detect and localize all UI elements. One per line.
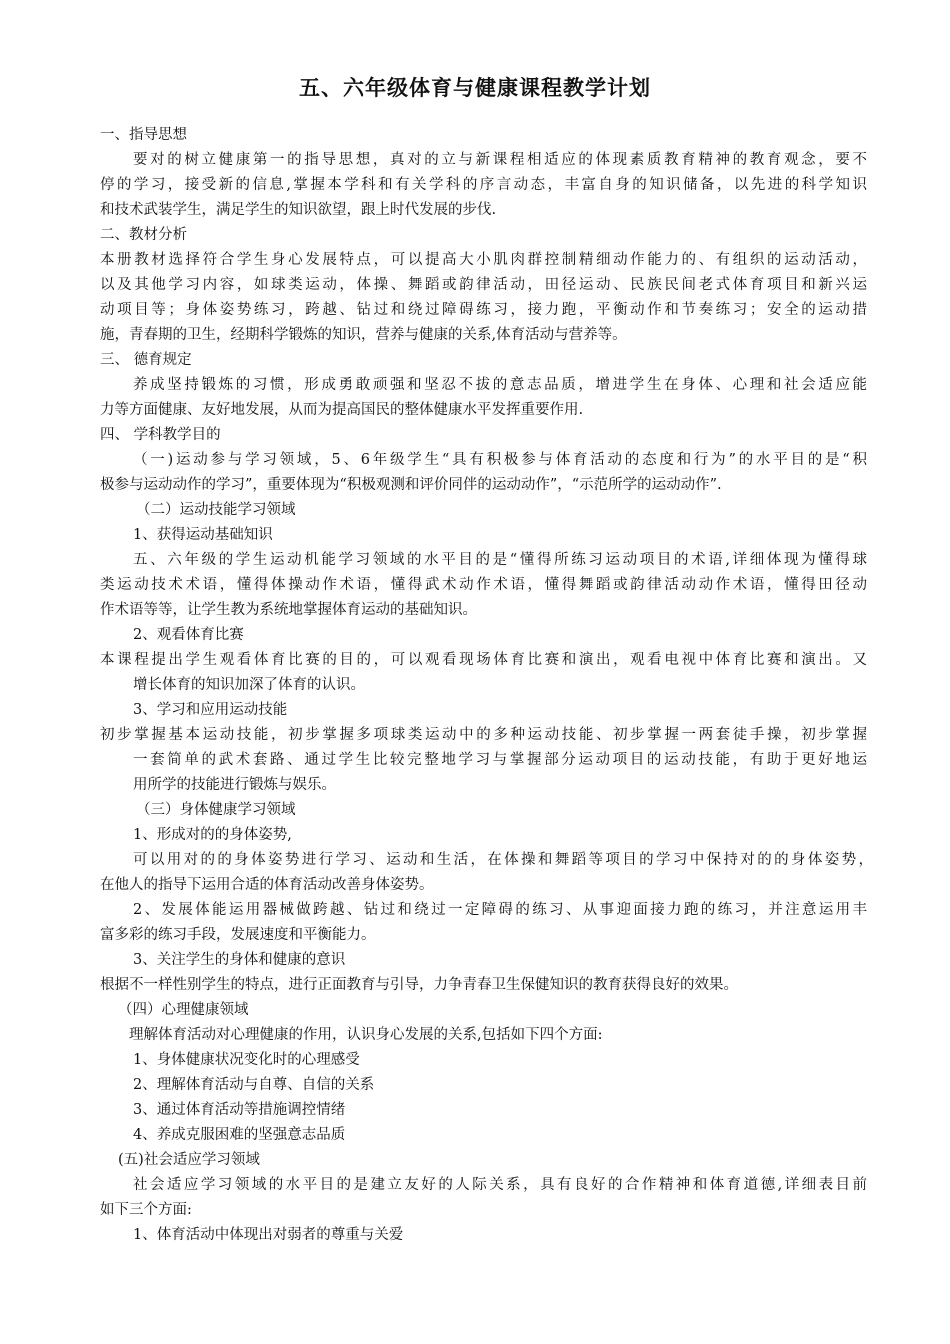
paragraph-line: 在他人的指导下运用合适的体育活动改善身体姿势。 — [100, 877, 434, 893]
section-heading: 三、 德育规定 — [100, 352, 192, 368]
subsection-heading: （四）心理健康领域 — [118, 1002, 249, 1018]
paragraph-line: 一套简单的武术套路、通过学生比较完整地学习与掌握部分运动项目的运动技能，有助于更好地运 — [133, 752, 867, 768]
paragraph-line: 力等方面健康、友好地发展，从而为提高国民的整体健康水平发挥重要作用. — [100, 402, 584, 418]
paragraph-line: 可以用对的的身体姿势进行学习、运动和生活，在体操和舞蹈等项目的学习中保持对的的身体姿势， — [133, 852, 873, 868]
paragraph-line: 理解体育活动对心理健康的作用，认识身心发展的关系,包括如下四个方面: — [129, 1027, 603, 1043]
paragraph-line: 以及其他学习内容，如球类运动，体操、舞蹈或韵律活动，田径运动、民族民间老式体育项目和新兴运 — [100, 277, 867, 293]
paragraph-line: 要对的树立健康第一的指导思想，真对的立与新课程相适应的体现素质教育精神的教育观念，要不 — [133, 152, 867, 168]
list-item: 1、体育活动中体现出对弱者的尊重与关爱 — [133, 1227, 404, 1243]
paragraph-line: 增长体育的知识加深了体育的认识。 — [133, 677, 365, 693]
paragraph-line: 养成坚持锻炼的习惯，形成勇敢顽强和坚忍不拔的意志品质，增进学生在身体、心理和社会适应能 — [133, 377, 867, 393]
item-heading: 1、形成对的的身体姿势, — [133, 827, 292, 843]
item-heading: 2、观看体育比赛 — [133, 627, 244, 643]
paragraph-line: 2、发展体能运用器械做跨越、钻过和绕过一定障碍的练习、从事迎面接力跑的练习，并注意运用丰 — [133, 902, 867, 918]
list-item: 3、通过体育活动等措施调控情绪 — [133, 1102, 346, 1118]
section-heading: 四、 学科教学目的 — [100, 427, 221, 443]
paragraph-line: 施，青春期的卫生，经期科学锻炼的知识，营养与健康的关系,体育活动与营养等。 — [100, 327, 627, 343]
paragraph-line: 如下三个方面: — [100, 1202, 192, 1218]
paragraph-line: 社会适应学习领域的水平目的是建立友好的人际关系，具有良好的合作精神和体育道德,详细表目前 — [133, 1177, 867, 1193]
document-title: 五、六年级体育与健康课程教学计划 — [299, 76, 651, 100]
paragraph-line: 用所学的技能进行锻炼与娱乐。 — [133, 777, 336, 793]
paragraph-line: 动项目等；身体姿势练习，跨越、钻过和绕过障碍练习，接力跑，平衡动作和节奏练习；安全的运动措 — [100, 302, 867, 318]
item-heading: 1、获得运动基础知识 — [133, 527, 273, 543]
paragraph-line: 本册教材选择符合学生身心发展特点，可以提高大小肌肉群控制精细动作能力的、有组织的运动活动， — [100, 252, 867, 268]
paragraph-line: （一)运动参与学习领域，5、6年级学生“具有积极参与体育活动的态度和行为”的水平目的是“积 — [133, 452, 867, 468]
list-item: 4、养成克服困难的坚强意志品质 — [133, 1127, 346, 1143]
list-item: 1、身体健康状况变化时的心理感受 — [133, 1052, 360, 1068]
paragraph-line: 极参与运动动作的学习”，重要体现为“积极观测和评价同伴的运动动作”，“示范所学的运动动作”. — [100, 477, 722, 493]
item-heading: 3、学习和应用运动技能 — [133, 702, 288, 718]
paragraph-line: 作术语等等，让学生教为系统地掌握体育运动的基础知识。 — [100, 602, 477, 618]
section-heading: 一、指导思想 — [100, 127, 187, 143]
subsection-heading: （二）运动技能学习领域 — [136, 502, 296, 518]
paragraph-line: 类运动技术术语，懂得体操动作术语，懂得武术动作术语，懂得舞蹈或韵律活动动作术语，懂得田径动 — [100, 577, 867, 593]
paragraph-line: 富多彩的练习手段，发展速度和平衡能力。 — [100, 927, 376, 943]
list-item: 2、理解体育活动与自尊、自信的关系 — [133, 1077, 375, 1093]
paragraph-line: 初步掌握基本运动技能，初步掌握多项球类运动中的多种运动技能、初步掌握一两套徒手操，初步掌握 — [100, 727, 867, 743]
subsection-heading: (五)社会适应学习领域 — [118, 1152, 260, 1168]
paragraph-line: 本课程提出学生观看体育比赛的目的，可以观看现场体育比赛和演出，观看电视中体育比赛和演出。又 — [100, 652, 867, 668]
subsection-heading: （三）身体健康学习领域 — [136, 802, 296, 818]
paragraph-line: 五、六年级的学生运动机能学习领域的水平目的是“懂得所练习运动项目的术语,详细体现为懂得球 — [133, 552, 867, 568]
section-heading: 二、教材分析 — [100, 227, 187, 243]
paragraph-line: 根据不一样性别学生的特点，进行正面教育与引导，力争青春卫生保健知识的教育获得良好的效果。 — [100, 977, 738, 993]
paragraph-line: 和技术武装学生，满足学生的知识欲望，跟上时代发展的步伐. — [100, 202, 497, 218]
item-heading: 3、关注学生的身体和健康的意识 — [133, 952, 346, 968]
paragraph-line: 停的学习，接受新的信息,掌握本学科和有关学科的序言动态，丰富自身的知识储备，以先进的科学知识 — [100, 177, 867, 193]
